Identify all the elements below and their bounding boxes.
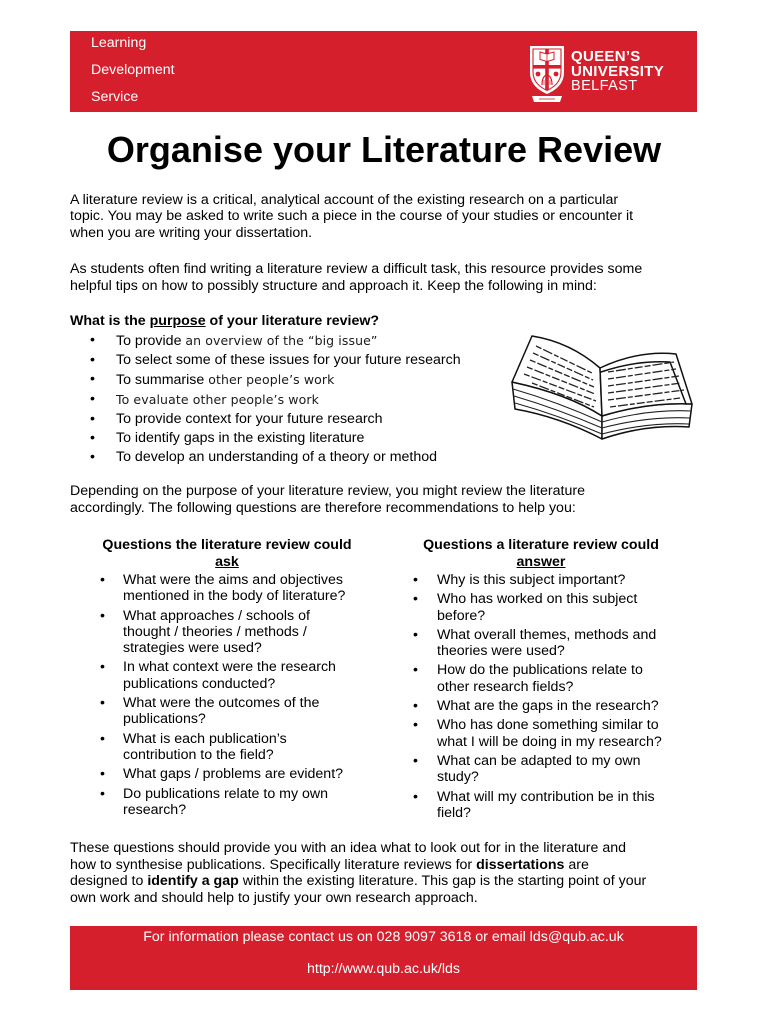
bullet-icon: • xyxy=(100,607,105,624)
purpose-list xyxy=(90,331,461,467)
item-line: In what context were the research xyxy=(123,659,336,676)
item-line: study? xyxy=(437,769,479,786)
list-item xyxy=(100,608,345,657)
queens-university-crest-icon xyxy=(527,44,567,104)
item-line: publications conducted? xyxy=(123,675,276,692)
bullet-icon: • xyxy=(413,626,418,643)
paragraph-line xyxy=(70,890,646,907)
item-line: other research fields? xyxy=(437,678,574,695)
heading-emphasis: ask xyxy=(215,553,239,570)
paragraph-line xyxy=(70,857,646,874)
bullet-icon: • xyxy=(90,370,95,387)
service-name-line: Service xyxy=(91,89,139,105)
item-line: What are the gaps in the research? xyxy=(437,698,659,715)
purpose-item xyxy=(90,448,461,467)
bullet-icon: • xyxy=(413,591,418,608)
header-banner xyxy=(70,31,697,112)
heading-line xyxy=(398,554,684,571)
list-item xyxy=(100,766,345,782)
list-item xyxy=(413,591,662,624)
bullet-icon: • xyxy=(413,572,418,588)
item-line: mentioned in the body of literature? xyxy=(123,588,346,605)
item-line: How do the publications relate to xyxy=(437,662,643,679)
item-text: To provide context for your future research xyxy=(116,410,383,427)
list-item xyxy=(100,786,345,819)
item-text: To identify gaps in the existing literature xyxy=(116,429,365,446)
conclusion-paragraph xyxy=(70,840,646,907)
heading-text: What is the xyxy=(70,313,150,329)
footer-banner xyxy=(70,926,697,990)
text-run: These questions should provide you with an idea what to look out for in the literature and xyxy=(70,840,627,856)
ask-question-list xyxy=(100,572,345,821)
bullet-icon: • xyxy=(100,572,105,588)
purpose-item xyxy=(90,429,461,448)
item-line: Who has worked on this subject xyxy=(437,591,638,608)
answer-question-list xyxy=(413,572,662,824)
list-item xyxy=(100,659,345,692)
item-text: To select some of these issues for your future research xyxy=(116,351,461,368)
contact-info: For information please contact us on 028 9097 3618 or email lds@qub.ac.uk xyxy=(143,929,624,945)
list-item xyxy=(100,695,345,728)
item-line: What were the outcomes of the xyxy=(123,695,320,712)
bullet-icon: • xyxy=(90,331,95,348)
bullet-icon: • xyxy=(90,448,95,465)
paragraph-line xyxy=(70,873,646,890)
item-line: What can be adapted to my own xyxy=(437,752,641,769)
bullet-icon: • xyxy=(100,785,105,802)
list-item xyxy=(413,717,662,750)
wordmark-line: BELFAST xyxy=(571,78,638,94)
bullet-icon: • xyxy=(413,698,418,715)
item-text-alt: an overview of the “big issue” xyxy=(185,332,378,348)
wordmark-line: QUEEN’S xyxy=(571,48,641,65)
heading-line: Questions the literature review could xyxy=(102,537,352,553)
list-item xyxy=(100,572,345,605)
list-item xyxy=(413,662,662,695)
bullet-icon: • xyxy=(413,788,418,805)
item-line: Why is this subject important? xyxy=(437,572,626,588)
service-name-line: Development xyxy=(91,62,175,78)
purpose-item xyxy=(90,390,461,410)
heading-text: of your literature review? xyxy=(205,313,380,329)
bullet-icon: • xyxy=(413,752,418,769)
recommendation-paragraph xyxy=(70,483,585,516)
open-book-illustration xyxy=(508,316,696,442)
ask-column-heading xyxy=(88,537,366,570)
page-title: Organise your Literature Review xyxy=(106,129,662,170)
item-line: what I will be doing in my research? xyxy=(437,733,662,750)
item-text: To provide xyxy=(116,332,186,349)
bullet-icon: • xyxy=(90,390,95,407)
intro-paragraph xyxy=(70,192,633,242)
bullet-icon: • xyxy=(100,695,105,712)
heading-emphasis: purpose xyxy=(149,313,206,329)
bullet-icon: • xyxy=(100,766,105,783)
purpose-item xyxy=(90,331,461,351)
list-item xyxy=(413,627,662,660)
item-line: What were the aims and objectives xyxy=(123,572,344,588)
bullet-icon: • xyxy=(413,717,418,734)
item-line: publications? xyxy=(123,711,206,728)
paragraph-line: when you are writing your dissertation. xyxy=(70,224,313,241)
item-text: To develop an understanding of a theory or method xyxy=(116,448,438,465)
heading-line xyxy=(88,554,366,571)
bold-text-run: identify a gap xyxy=(147,873,239,890)
text-run: within the existing literature. This gap is the starting point of your xyxy=(238,873,647,890)
purpose-heading xyxy=(70,313,379,330)
bullet-icon: • xyxy=(100,730,105,747)
wordmark-line: UNIVERSITY xyxy=(571,62,665,80)
purpose-item xyxy=(90,351,461,370)
bullet-icon: • xyxy=(90,410,95,427)
heading-emphasis: answer xyxy=(516,553,566,570)
item-line: What is each publication’s xyxy=(123,730,287,747)
paragraph-line: A literature review is a critical, analytical account of the existing research on a particular xyxy=(70,191,619,208)
item-line: research? xyxy=(123,801,187,818)
text-run: own work and should help to justify your own research approach. xyxy=(70,890,478,907)
text-run: are xyxy=(564,856,589,873)
item-line: before? xyxy=(437,607,486,624)
bold-text-run: dissertations xyxy=(476,856,565,873)
item-line: What gaps / problems are evident? xyxy=(123,766,344,783)
website-url: http://www.qub.ac.uk/lds xyxy=(307,961,460,977)
item-line: contribution to the field? xyxy=(123,746,274,763)
list-item xyxy=(413,789,662,822)
service-name xyxy=(91,30,175,111)
item-line: thought / theories / methods / xyxy=(123,623,307,640)
paragraph-line: Depending on the purpose of your literature review, you might review the literature xyxy=(70,483,585,499)
paragraph-line: helpful tips on how to possibly structure and approach it. Keep the following in mind: xyxy=(70,277,597,294)
item-line: Who has done something similar to xyxy=(437,717,659,734)
item-text-alt: To evaluate other people’s work xyxy=(116,391,319,407)
item-line: field? xyxy=(437,804,471,821)
text-run: designed to xyxy=(70,873,148,890)
bullet-icon: • xyxy=(90,351,95,368)
bullet-icon: • xyxy=(100,659,105,676)
list-item xyxy=(413,753,662,786)
item-line: What overall themes, methods and xyxy=(437,626,657,643)
paragraph-line: topic. You may be asked to write such a piece in the course of your studies or encounter it xyxy=(70,208,634,225)
list-item xyxy=(413,572,662,588)
item-line: theories were used? xyxy=(437,643,565,660)
university-wordmark xyxy=(571,50,664,94)
answer-column-heading xyxy=(398,537,684,570)
purpose-item xyxy=(90,370,461,390)
bullet-icon: • xyxy=(413,662,418,679)
item-line: What will my contribution be in this xyxy=(437,788,655,805)
item-line: strategies were used? xyxy=(123,640,262,657)
list-item xyxy=(413,698,662,714)
heading-line: Questions a literature review could xyxy=(423,537,659,553)
list-item xyxy=(100,731,345,764)
item-text: To summarise xyxy=(116,371,209,388)
paragraph-line: accordingly. The following questions are therefore recommendations to help you: xyxy=(70,499,576,516)
intro-paragraph xyxy=(70,261,642,294)
purpose-item xyxy=(90,410,461,429)
item-text-alt: other people’s work xyxy=(208,371,335,387)
item-line: What approaches / schools of xyxy=(123,607,310,624)
item-line: Do publications relate to my own xyxy=(123,785,329,802)
text-run: how to synthesise publications. Specifically literature reviews for xyxy=(70,856,477,873)
service-name-line: Learning xyxy=(91,35,147,51)
bullet-icon: • xyxy=(90,429,95,446)
paragraph-line: As students often find writing a literature review a difficult task, this resource provides some xyxy=(70,261,643,277)
paragraph-line xyxy=(70,840,646,857)
